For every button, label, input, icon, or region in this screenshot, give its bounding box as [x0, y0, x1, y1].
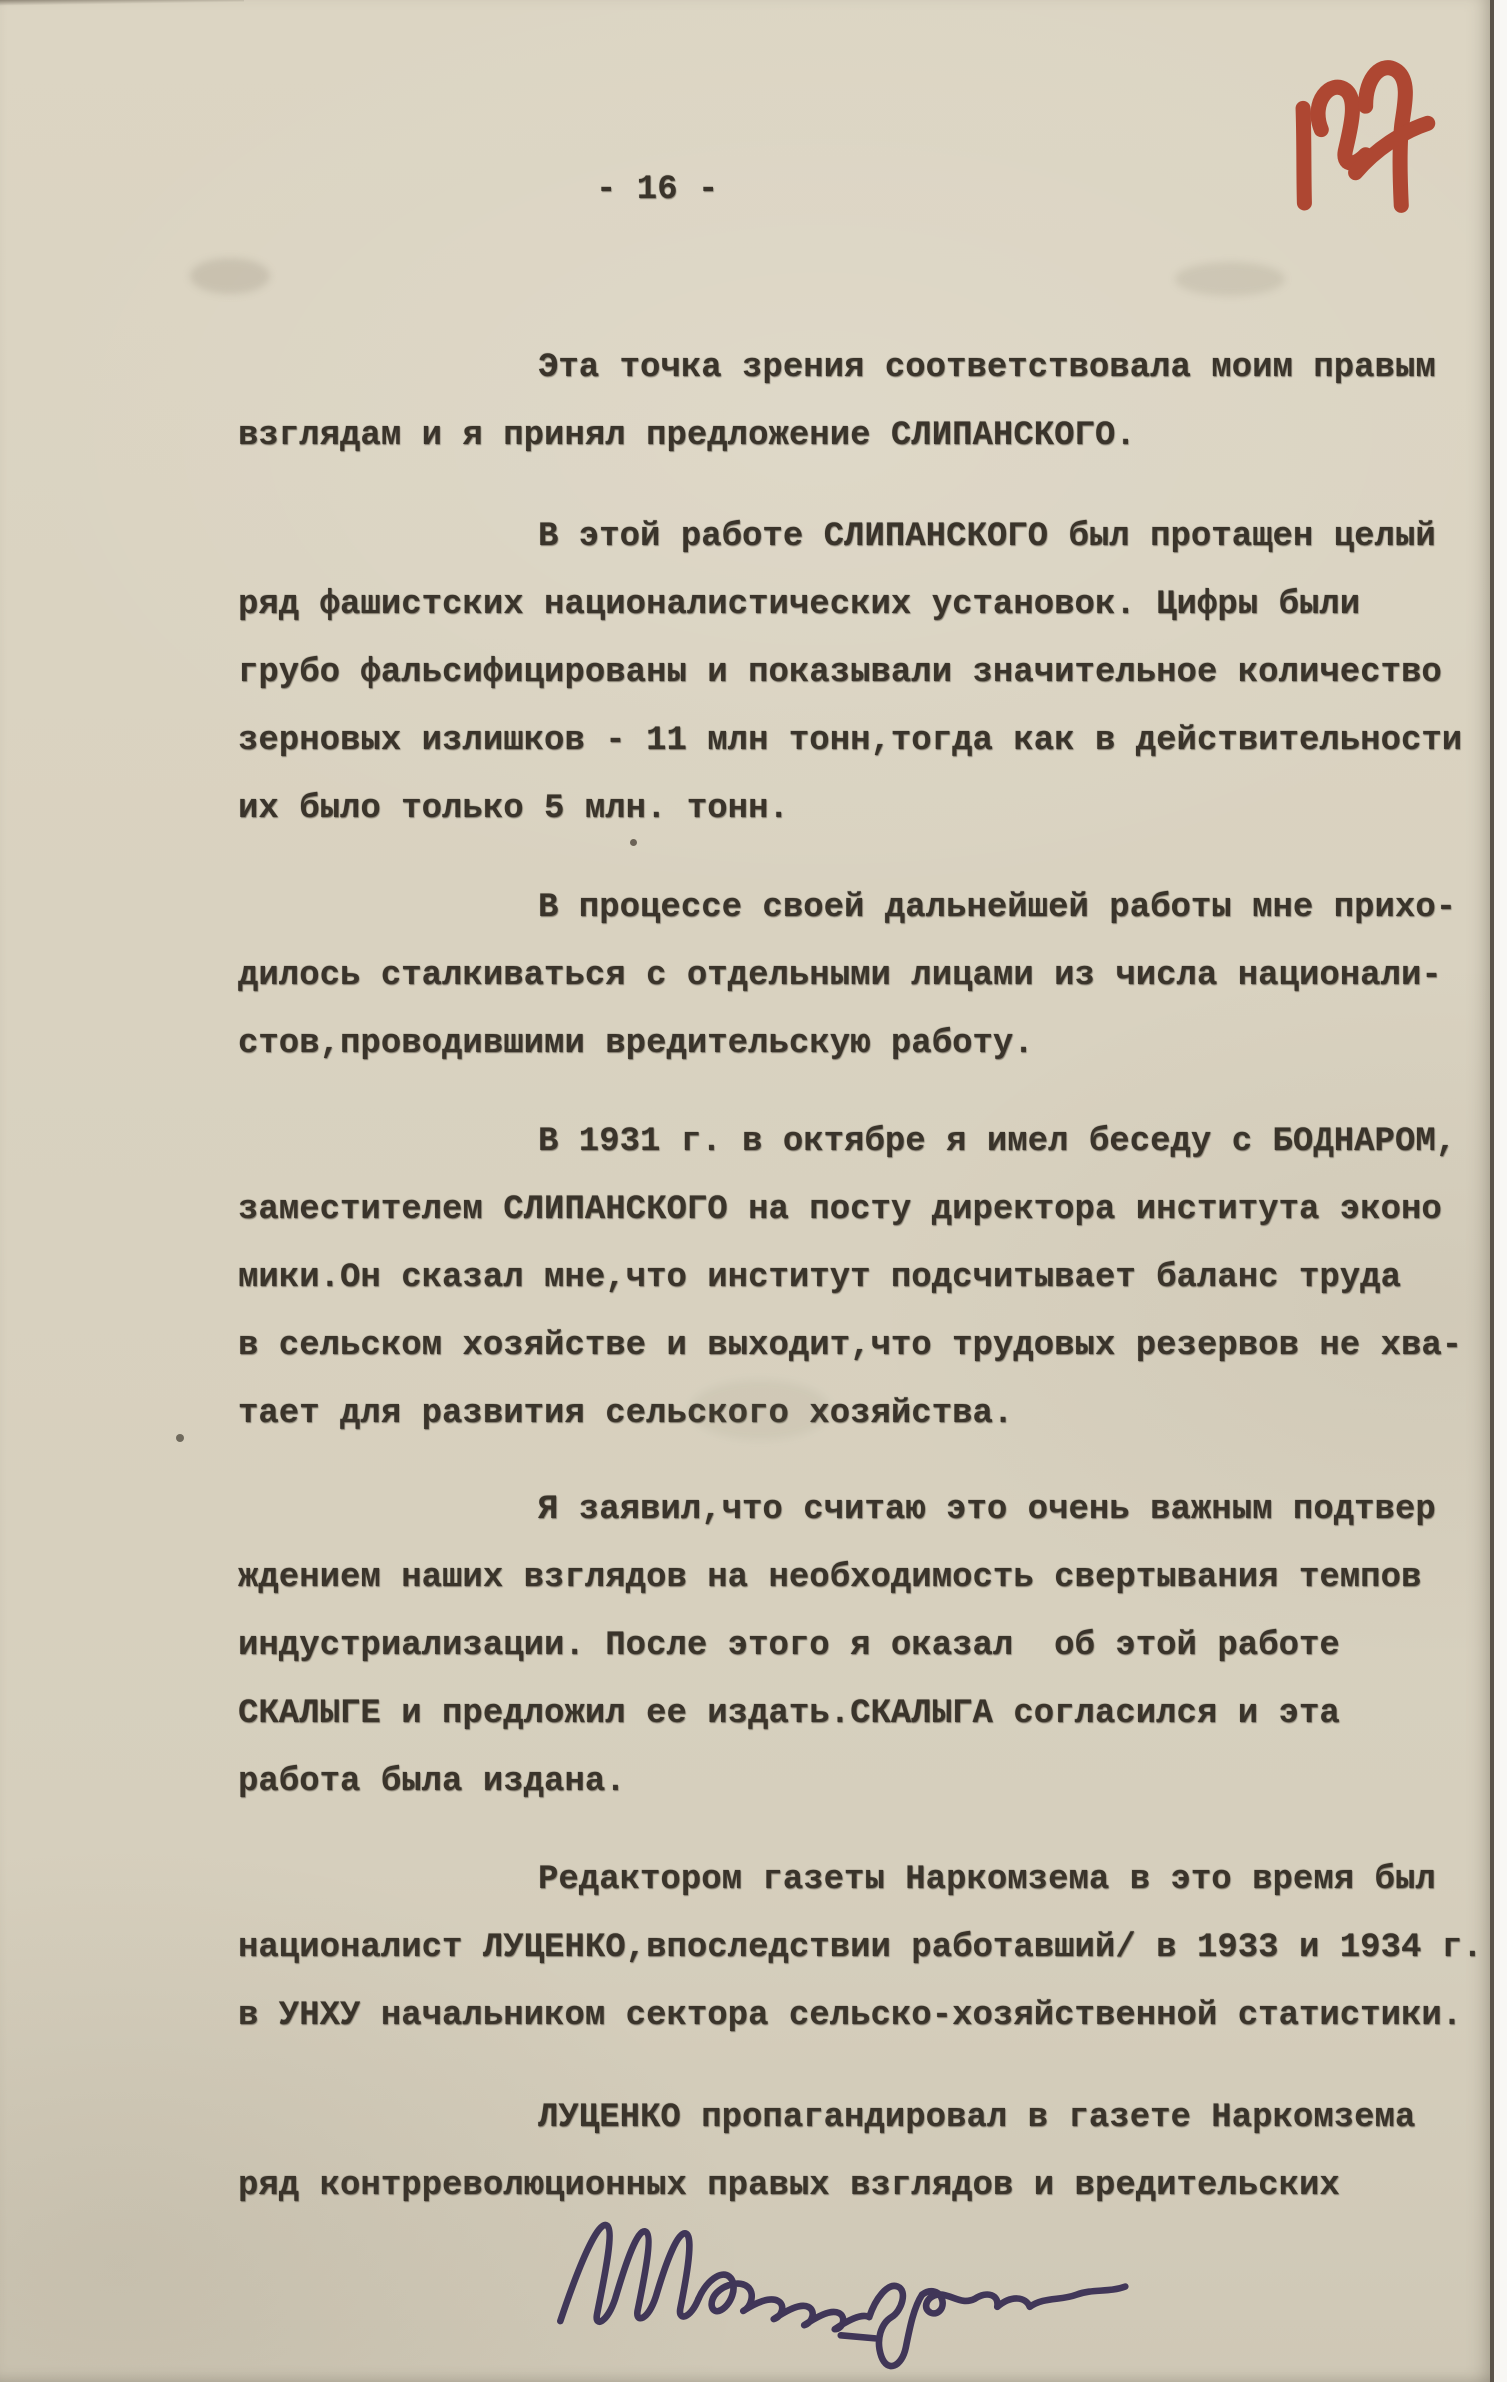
typed-page-number: - 16 - [596, 171, 719, 209]
typed-line: ЛУЦЕНКО пропагандировал в газете Наркомзема [538, 2099, 1416, 2137]
paper-smudge [1175, 262, 1285, 296]
typed-line: Я заявил,что считаю это очень важным подтвер [538, 1491, 1436, 1529]
typed-line: ряд контрреволюционных правых взглядов и вредительских [238, 2167, 1340, 2205]
typed-line: националист ЛУЦЕНКО,впоследствии работавший/ в 1933 и 1934 г. [238, 1929, 1483, 1967]
ink-speck [630, 839, 637, 846]
typed-line: их было только 5 млн. тонн. [238, 790, 789, 828]
typed-line: дилось сталкиваться с отдельными лицами из числа национали- [238, 957, 1442, 995]
typed-line: В 1931 г. в октябре я имел беседу с БОДНАРОМ, [538, 1123, 1457, 1161]
typed-line: тает для развития сельского хозяйства. [238, 1395, 1014, 1433]
typed-line: в УНХУ начальником сектора сельско-хозяйственной статистики. [238, 1997, 1463, 2035]
typed-line: В этой работе СЛИПАНСКОГО был протащен целый [538, 518, 1436, 556]
paper-edge-shadow [0, 0, 244, 6]
typed-line: работа была издана. [238, 1763, 626, 1801]
typed-paragraph [238, 1846, 1490, 2050]
folio-127-strokes [1272, 61, 1449, 234]
typed-line: ряд фашистских националистических установок. Цифры были [238, 586, 1361, 624]
typed-line: заместителем СЛИПАНСКОГО на посту директора института эконо [238, 1191, 1442, 1229]
typed-line: Эта точка зрения соответствовала моим правым [538, 349, 1436, 387]
typed-line: Редактором газеты Наркомзема в это время был [538, 1861, 1436, 1899]
typed-line: грубо фальсифицированы и показывали значительное количество [238, 654, 1442, 692]
typed-paragraph [238, 334, 1490, 470]
handwritten-folio-number [1248, 42, 1463, 247]
typed-paragraph [238, 503, 1490, 843]
typed-line: стов,проводившими вредительскую работу. [238, 1025, 1034, 1063]
typed-line: СКАЛЫГЕ и предложил ее издать.СКАЛЫГА согласился и эта [238, 1695, 1340, 1733]
paper-smudge [690, 1380, 830, 1440]
typed-line: зерновых излишков - 11 млн тонн,тогда как в действительности [238, 722, 1463, 760]
typed-line: мики.Он сказал мне,что институт подсчитывает баланс труда [238, 1259, 1401, 1297]
paper-smudge [190, 258, 270, 294]
typed-line: В процессе своей дальнейшей работы мне прихо- [538, 889, 1457, 927]
typed-line: в сельском хозяйстве и выходит,что трудовых резервов не хва- [238, 1327, 1463, 1365]
handwritten-signature [540, 2196, 1170, 2371]
ink-speck [176, 1434, 184, 1442]
typed-paragraph [238, 874, 1490, 1078]
typed-line: взглядам и я принял предложение СЛИПАНСКОГО. [238, 417, 1136, 455]
signature-strokes [560, 2225, 1125, 2366]
typed-line: ждением наших взглядов на необходимость свертывания темпов [238, 1559, 1422, 1597]
typed-paragraph [238, 1476, 1490, 1816]
typed-line: индустриализации. После этого я оказал об этой работе [238, 1627, 1340, 1665]
typed-paragraph [238, 1108, 1490, 1448]
